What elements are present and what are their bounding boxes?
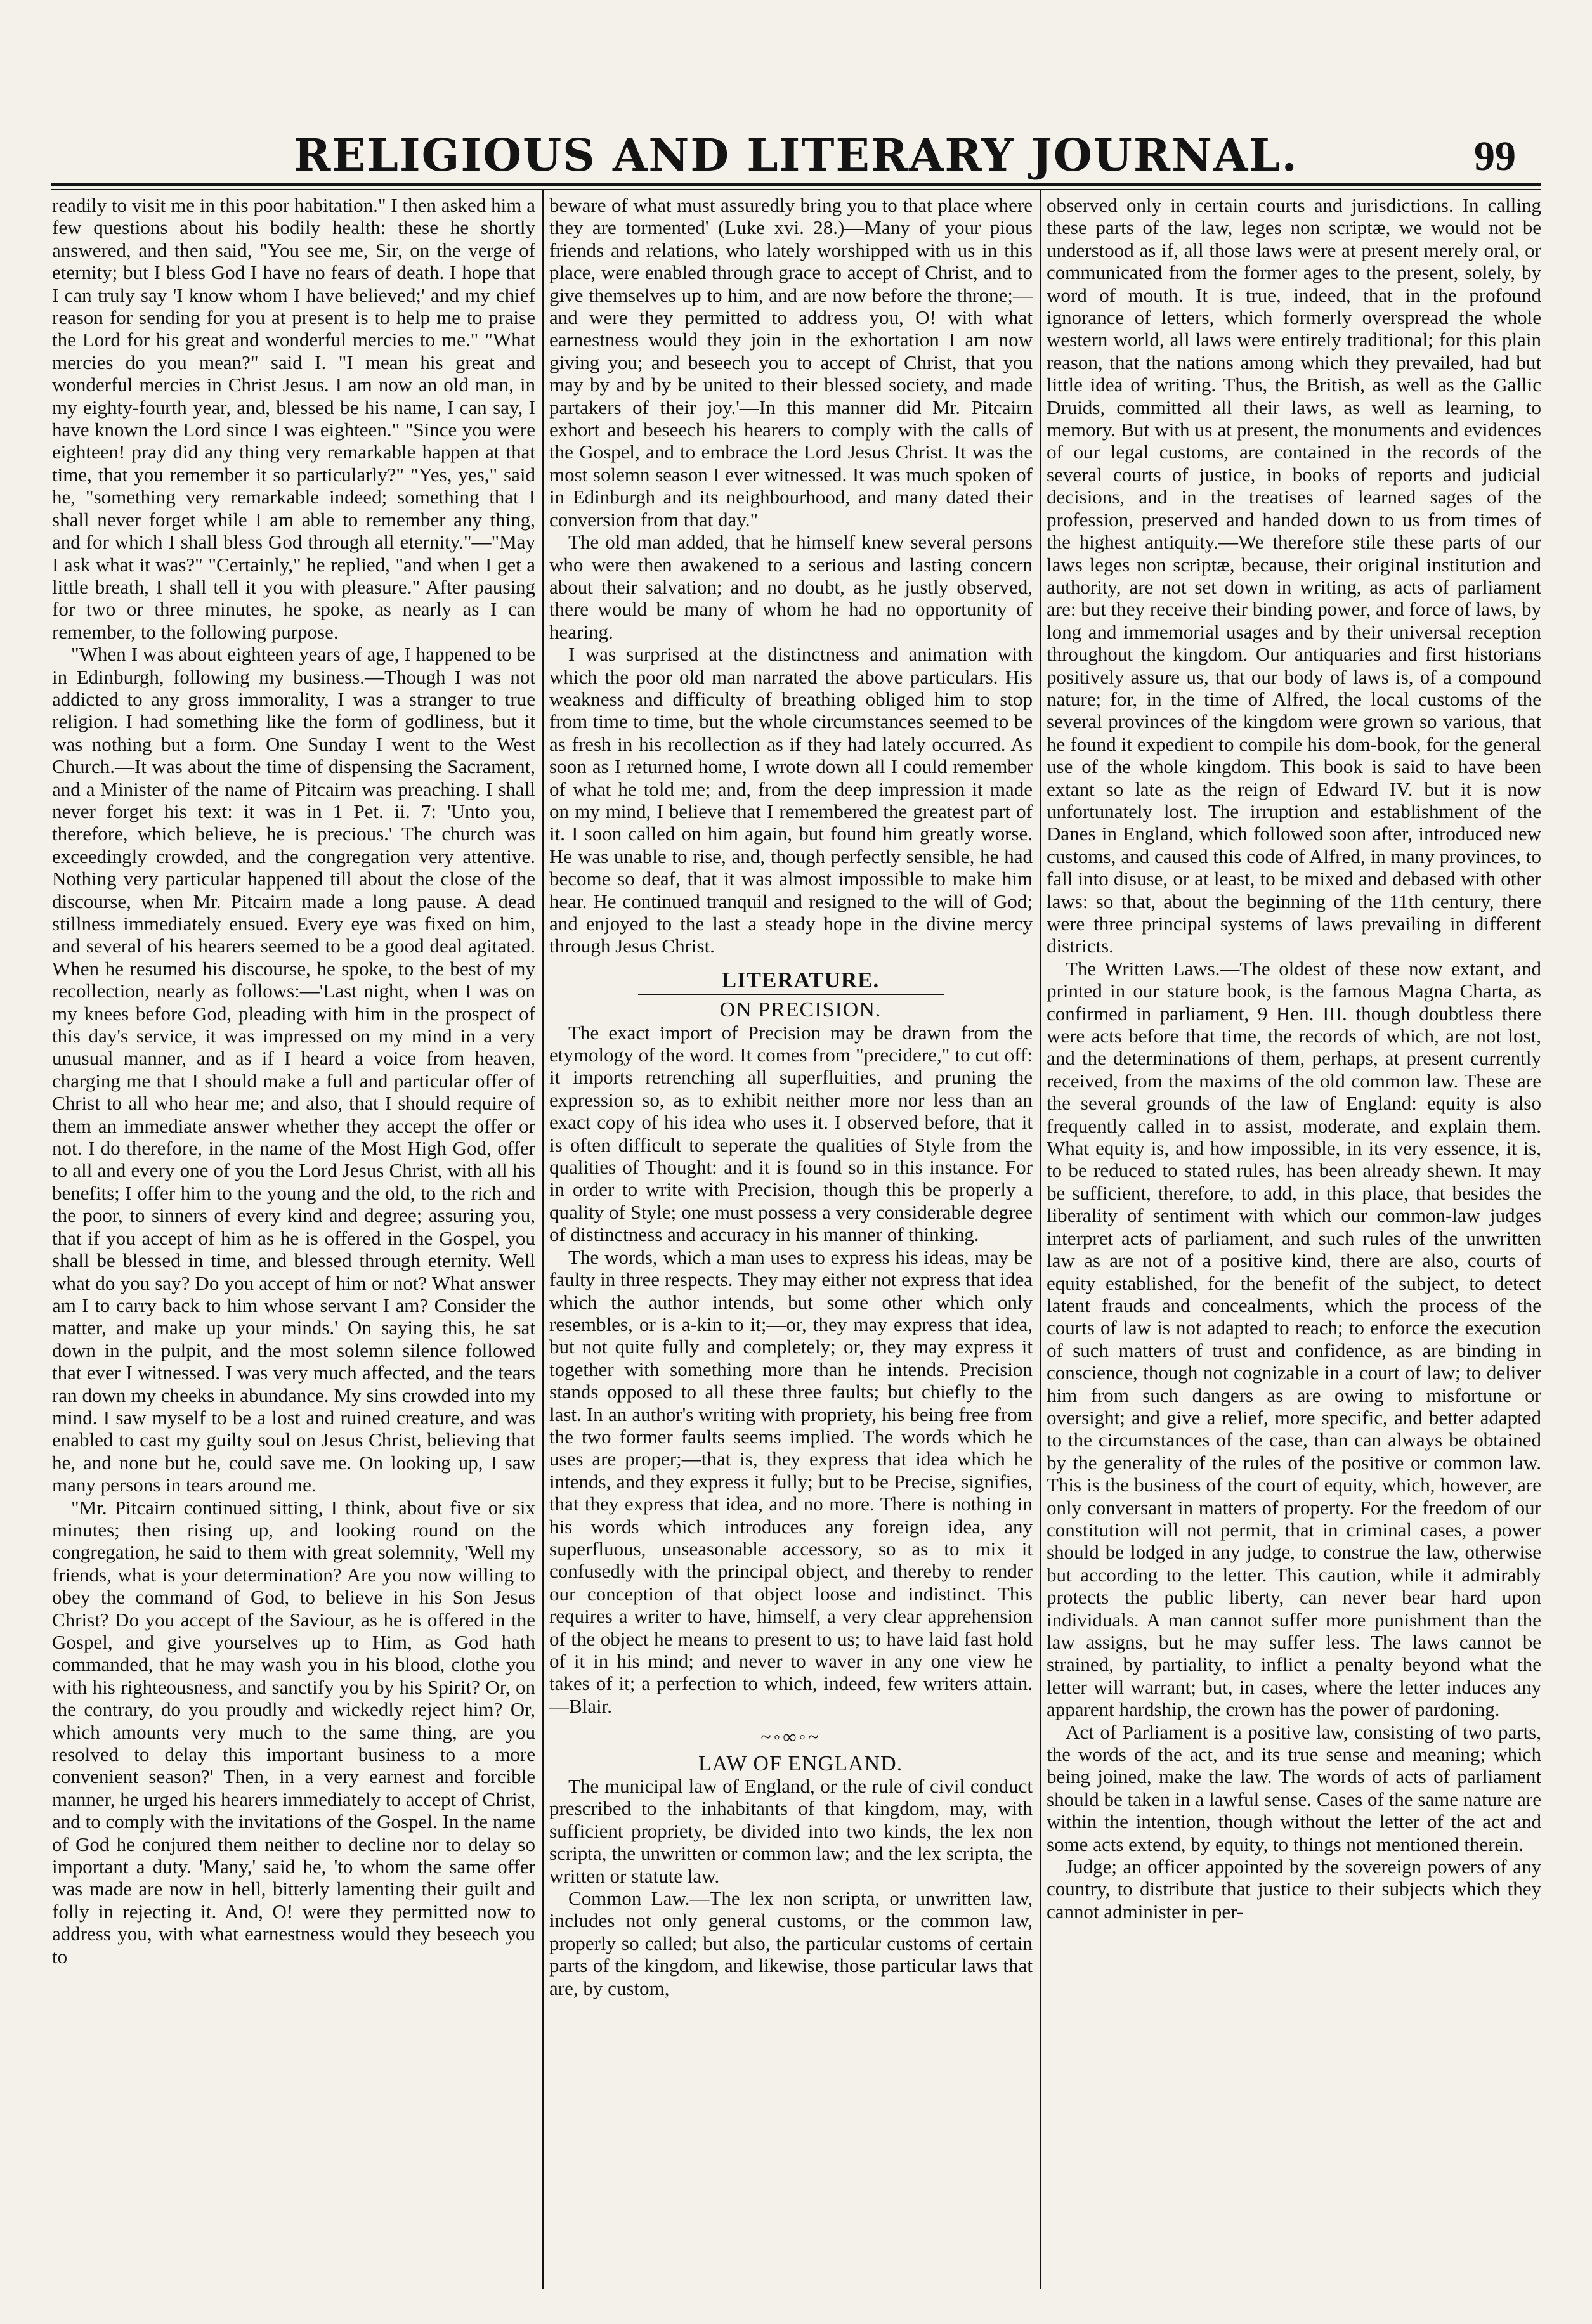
paragraph: "When I was about eighteen years of age, I happened to be in Edinburgh, following my business.—Though I was not addicted to any gross immorality, I was a stranger to true religion. I had something like the form of godliness, but it was nothing but a form. One Sunday I went to the West Church.—It was about the time of dispensing the Sacrament, and a Minister of the name of Pitcairn was preaching. I shall never forget his text: it was in 1 Pet. ii. 7: 'Unto you, therefore, which believe, he is precious.' The church was exceedingly crowded, and the congregation very attentive. Nothing very particular happened till about the close of the discourse, when Mr. Pitcairn made a long pause. A dead stillness immediately ensued. Every eye was fixed on him, and several of his hearers seemed to be a good deal agitated. When he resumed his discourse, he spoke, to the best of my recollection, nearly as follows:—'Last night, when I was on my knees before God, pleading with him in the prospect of this day's service, it was impressed on my mind in a very unusual manner, and as if I heard a voice from heaven, charging me that I should make a full and particular offer of Christ to all who hear me; and also, that I should require of them an immediate answer whether they accept the offer or not. I do therefore, in the name of the Most High God, offer to all and every one of you the Lord Jesus Christ, with all his benefits; I offer him to the young and the old, to the rich and the poor, to sinners of every kind and degree; assuring you, that if you accept of him as he is offered in the Gospel, you shall be blessed in time, and blessed through eternity. Well what do you say? Do you accept of him or not? What answer am I to carry back to him whose servant I am? Consider the matter, and make up your minds.' On saying this, he sat down in the pulpit, and the most solemn silence followed that ever I witnessed. I was very much affected, and the tears ran down my cheeks in abundance. My sins crowded into my mind. I saw myself to be a lost and ruined creature, and was enabled to cast my guilty soul on Jesus Christ, believing that he, and none but he, could save me. On looking up, I saw many persons in tears around me.	[52, 643, 535, 1496]
paragraph: The old man added, that he himself knew several persons who were then awakened to a serious and lasting concern about their salvation; and no doubt, as he justly observed, there would be many of whom he had no opportunity of hearing.	[549, 531, 1033, 643]
header-rule-thin	[51, 189, 1541, 190]
paragraph: The Written Laws.—The oldest of these now extant, and printed in our stature book, is the famous Magna Charta, as confirmed in parliament, 9 Hen. III. though doubtless there were acts before that time, the records of which, are not lost, and the determinations of them, perhaps, at present currently received, from the maxims of the old common law. These are the several grounds of the law of England: equity is also frequently called in to assist, moderate, and explain them. What equity is, and how impossible, in its very essence, it is, to be reduced to stated rules, has been already shewn. It may be sufficient, therefore, to add, in this place, that besides the liberality of sentiment with which our common-law judges interpret acts of parliament, and such rules of the unwritten law as are not of a positive kind, there are also, courts of equity established, for the benefit of the subject, to detect latent frauds and concealments, which the process of the courts of law is not adapted to reach; to enforce the execution of such matters of trust and confidence, as are binding in conscience, though not cognizable in a court of law; to deliver him from such dangers as are owing to misfortune or oversight; and give a relief, more specific, and better adapted to the circumstances of the case, than can always be obtained by the generality of the rules of the positive or common law. This is the business of the court of equity, which, however, are only conversant in matters of property. For the freedom of our constitution will not permit, that in criminal cases, a power should be lodged in any judge, to construe the law, otherwise but according to the letter. This caution, while it admirably protects the public liberty, can never bear hard upon individuals. A man cannot suffer more punishment than the law assigns, but he may suffer less. The laws cannot be strained, by partiality, to inflict a penalty beyond what the letter will warrant; but, in cases, where the letter induces any apparent hardship, the crown has the power of pardoning.	[1047, 957, 1541, 1721]
paragraph: "Mr. Pitcairn continued sitting, I think, about five or six minutes; then rising up, and looking round on the congregation, he said to them with great solemnity, 'Well my friends, what is your determination? Are you now willing to obey the command of God, to believe in his Son Jesus Christ? Do you accept of the Saviour, as he is offered in the Gospel, and give yourselves up to Him, as God hath commanded, that he may wash you in his blood, clothe you with his righteousness, and sanctify you by his Spirit? Or, on the contrary, do you proudly and wickedly reject him? Or, which amounts very much to the same thing, are you resolved to delay this important business to a more convenient season?' Then, in a very earnest and forcible manner, he urged his hearers immediately to accept of Christ, and to comply with the invitations of the Gospel. In the name of God he conjured them neither to decline nor to delay so important a duty. 'Many,' said he, 'to whom the same offer was made are now in hell, bitterly lamenting their guilt and folly in rejecting it. And, O! were they permitted now to address you, with what earnestness would they beseech you to	[52, 1496, 535, 1968]
column-1	[52, 194, 535, 2287]
column-divider	[542, 190, 544, 2289]
masthead	[51, 108, 1541, 181]
paragraph: observed only in certain courts and jurisdictions. In calling these parts of the law, leges non scriptæ, we would not be understood as if, all those laws were at present merely oral, or communicated from the former ages to the present, solely, by word of mouth. It is true, indeed, that in the profound ignorance of letters, which formerly overspread the whole western world, all laws were entirely traditional; for this plain reason, that the nations among which they prevailed, had but little idea of writing. Thus, the British, as well as the Gallic Druids, committed all their laws, as well as learning, to memory. But with us at present, the monuments and evidences of our legal customs, are contained in the records of the several courts of justice, in books of reports and judicial decisions, and in the treatises of learned sages of the profession, preserved and handed down to us from times of the highest antiquity.—We therefore stile these parts of our laws leges non scriptæ, because, their original institution and authority, are not set down in writing, as acts of parliament are: but they receive their binding power, and force of laws, by long and immemorial usages and by their universal reception throughout the kingdom. Our antiquaries and first historians positively assure us, that our body of laws is, of a compound nature; for, in the time of Alfred, the local customs of the several provinces of the kingdom were grown so various, that he found it expedient to compile his dom-book, for the general use of the whole kingdom. This book is said to have been extant so late as the reign of Edward IV. but it is now unfortunately lost. The irruption and establishment of the Danes in England, which followed soon after, introduced new customs, and caused this code of Alfred, in many provinces, to fall into disuse, or at least, to be mixed and debased with other laws: so that, about the beginning of the 11th century, there were three principal systems of laws prevailing in different districts.	[1047, 194, 1541, 958]
paragraph: Judge; an officer appointed by the sovereign powers of any country, to distribute that justice to their subjects which they cannot administer in per-	[1047, 1855, 1541, 1923]
header-rule	[51, 183, 1541, 186]
heading-rule	[638, 994, 944, 995]
article-title: LAW OF ENGLAND.	[698, 1751, 903, 1775]
paragraph: The municipal law of England, or the rule of civil conduct prescribed to the inhabitants of that kingdom, may, with sufficient propriety, be divided into two kinds, the lex non scripta, the unwritten or common law; and the lex scripta, the written or statute law.	[549, 1775, 1033, 1887]
article-title: ON PRECISION.	[719, 998, 882, 1022]
paragraph: I was surprised at the distinctness and animation with which the poor old man narrated the above particulars. His weakness and difficulty of breathing obliged him to stop from time to time, but the whole circumstances seemed to be as fresh in his recollection as if they had lately occurred. As soon as I returned home, I wrote down all I could remember of what he told me; and, from the deep impression it made on my mind, I believe that I remembered the greatest part of it. I soon called on him again, but found him greatly worse. He was unable to rise, and, though perfectly sensible, he had become so deaf, that it was almost impossible to make him hear. He continued tranquil and resigned to the will of God; and enjoyed to the last a steady hope in the divine mercy through Jesus Christ.	[549, 643, 1033, 958]
paragraph: readily to visit me in this poor habitation." I then asked him a few questions about his bodily health: these he shortly answered, and then said, "You see me, Sir, on the verge of eternity; but I bless God I have no fears of death. I hope that I can truly say 'I know whom I have believed;' and my chief reason for sending for you at present is to help me to praise the Lord for his great and wonderful mercies to me." "What mercies do you mean?" said I. "I mean his great and wonderful mercies in Christ Jesus. I am now an old man, in my eighty-fourth year, and, blessed be his name, I can say, I have known the Lord since I was eighteen." "Since you were eighteen! pray did any thing very remarkable happen at that time, that you remember it so particularly?" "Yes, yes," said he, "something very remarkable indeed; something that I shall never forget while I am able to remember any thing, and for which I shall bless God through all eternity."—"May I ask what it was?" "Certainly," he replied, "and when I get a little breath, I shall tell it you with pleasure." After pausing for two or three minutes, he spoke, as nearly as I can remember, to the following purpose.	[52, 194, 535, 643]
column-3	[1047, 194, 1541, 2287]
ornament-divider: ~◦∞◦~	[760, 1727, 821, 1748]
section-rule	[587, 964, 995, 966]
paragraph: The words, which a man uses to express his ideas, may be faulty in three respects. They may either not express that idea which the author intends, but some other which only resembles, or is a-kin to it;—or, they may express that idea, but not quite fully and completely; or, they may express it together with something more than he intends. Precision stands opposed to all these three faults; but chiefly to the last. In an author's writing with propriety, his being free from the two former faults seems implied. The words which he uses are proper;—that is, they express that idea which he intends, and they express it fully; but to be Precise, signifies, that they express that idea, and no more. There is nothing in his words which introduces any foreign idea, any superfluous, unseasonable accessory, so as to mix it confusedly with the principal object, and thereby to render our conception of that object loose and indistinct. This requires a writer to have, himself, a very clear apprehension of the object he means to present to us; to have laid fast hold of it in his mind; and never to waver in any one view he takes of it; a perfection to which, indeed, few writers attain.—Blair.	[549, 1245, 1033, 1717]
paragraph: Common Law.—The lex non scripta, or unwritten law, includes not only general customs, or the common law, properly so called; but also, the particular customs of certain parts of the kingdom, and likewise, those particular laws that are, by custom,	[549, 1887, 1033, 1999]
journal-title: RELIGIOUS AND LITERARY JOURNAL.	[294, 129, 1298, 181]
page-number: 99	[1474, 133, 1516, 179]
paragraph: The exact import of Precision may be drawn from the etymology of the word. It comes from "precidere," to cut off: it imports retrenching all superfluities, and pruning the expression so, as to exhibit neither more nor less than an exact copy of his idea who uses it. I observed before, that it is often difficult to seperate the qualities of Style from the qualities of Thought: and it is found so in this instance. For in order to write with Precision, though this be properly a quality of Style; one must possess a very considerable degree of distinctness and accuracy in his manner of thinking.	[549, 1021, 1033, 1246]
column-divider	[1040, 190, 1041, 2289]
paragraph: Act of Parliament is a positive law, consisting of two parts, the words of the act, and its true sense and meaning; which being joined, make the law. The words of acts of parliament should be taken in a lawful sense. Cases of the same nature are within the intention, though without the letter of the act and some acts extend, by equity, to things not mentioned therein.	[1047, 1720, 1541, 1855]
column-2	[549, 194, 1033, 2287]
paragraph: beware of what must assuredly bring you to that place where they are tormented' (Luke xvi. 28.)—Many of your pious friends and relations, who lately worshipped with us in this place, were enabled through grace to accept of Christ, and to give themselves up to him, and are now before the throne;—and were they permitted to address you, O! with what earnestness would they join in the exhortation I am now giving you; and beseech you to accept of Christ, that you may by and by be united to their blessed society, and made partakers of their joy.'—In this manner did Mr. Pitcairn exhort and beseech his hearers to comply with the calls of the Gospel, and to embrace the Lord Jesus Christ. It was the most solemn season I ever witnessed. It was much spoken of in Edinburgh and its neighbourhood, and many dated their conversion from that day."	[549, 194, 1033, 531]
section-heading: LITERATURE.	[721, 967, 880, 992]
